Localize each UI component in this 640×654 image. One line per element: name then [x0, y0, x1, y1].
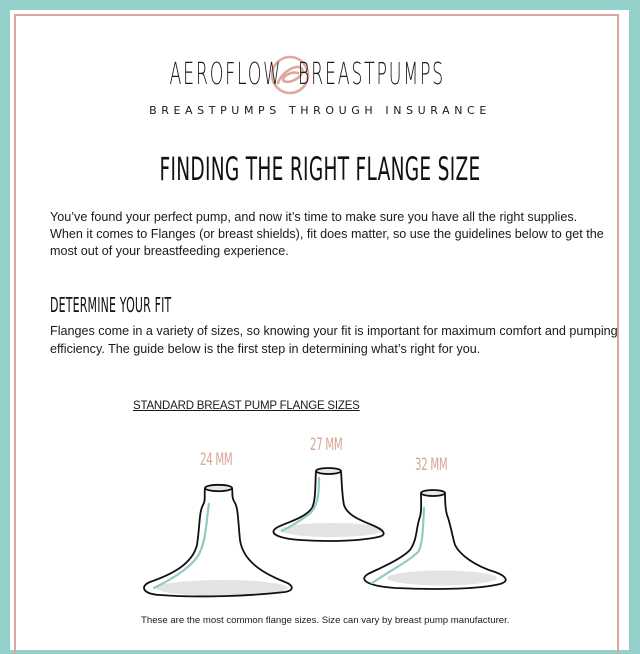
figure-caption: These are the most common flange sizes. Size can vary by breast pump manufacturer.: [141, 615, 510, 626]
brand-tagline: BREASTPUMPS THROUGH INSURANCE: [149, 104, 491, 117]
intro-paragraph: You’ve found your perfect pump, and now it’s time to make sure you have all the right supplies. When it comes to Flanges (or breast shields), fit does matter, so use the guidelines below to get the most out of your breastfeeding experience.: [50, 210, 604, 258]
brand-header: [0, 50, 640, 117]
brand-name-right: BREASTPUMPS: [298, 57, 446, 92]
size-label-24: 24 MM: [200, 450, 233, 470]
section-heading: DETERMINE YOUR FIT: [50, 293, 172, 317]
size-label-27: 27 MM: [310, 435, 343, 455]
figure-title: STANDARD BREAST PUMP FLANGE SIZES: [133, 400, 360, 412]
page-title: FINDING THE RIGHT FLANGE SIZE: [159, 150, 481, 188]
size-label-32: 32 MM: [415, 455, 448, 475]
brand-name-left: AEROFLOW: [169, 57, 283, 92]
section-body: Flanges come in a variety of sizes, so knowing your fit is important for maximum comfort and pumping efficiency. The guide below is the first step in determining what’s right for you.: [50, 324, 618, 356]
